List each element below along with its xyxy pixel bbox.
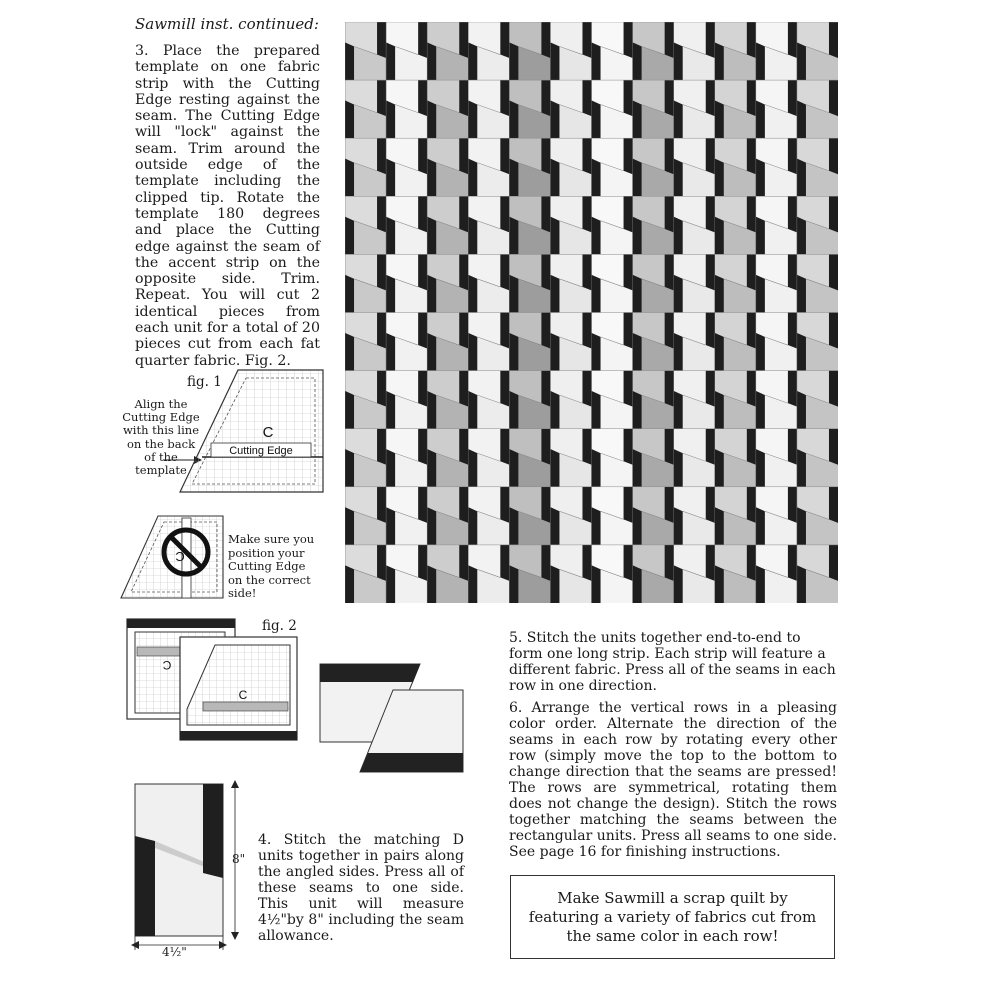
quilt-block — [468, 371, 509, 429]
quilt-block — [509, 80, 550, 138]
quilt-block — [427, 22, 468, 80]
quilt-block — [715, 138, 756, 196]
quilt-block — [756, 80, 797, 138]
quilt-block — [633, 138, 674, 196]
quilt-block — [550, 313, 591, 371]
quilt-block — [592, 429, 633, 487]
step-3-text: 3. Place the prepared template on one fabric strip with the Cutting Edge resting against the seam. The Cutting Edge will "lock" against the seam. Trim around the outside edge of the template including the clipped tip. Rotate the template 180 degrees and place the Cutting edge against the seam of the accent strip on the opposite side. Trim. Repeat. You will cut 2 identical pieces from each unit for a total of 20 pieces cut from each fat quarter fabric. Fig. 2. — [135, 43, 320, 369]
quilt-block — [797, 196, 838, 254]
quilt-block — [468, 254, 509, 312]
step-6-text: 6. Arrange the vertical rows in a pleasing color order. Alternate the direction of the seams in each row by rotating every other row (simply move the top to the bottom to change direction that the seams are pressed! The rows are symmetrical, rotating them does not change the design). Stitch the rows together matching the seams between the rectangular units. Press all seams to one side. See page 16 for finishing instructions. — [509, 700, 837, 860]
quilt-block — [468, 138, 509, 196]
fig-1-label: fig. 1 — [187, 374, 222, 390]
fig-2-cutting-diagram — [125, 617, 300, 742]
quilt-block — [550, 254, 591, 312]
quilt-block — [756, 545, 797, 603]
quilt-block — [633, 80, 674, 138]
quilt-block — [633, 254, 674, 312]
quilt-block — [386, 429, 427, 487]
quilt-block — [674, 313, 715, 371]
quilt-block — [468, 487, 509, 545]
quilt-block — [386, 254, 427, 312]
quilt-block — [633, 487, 674, 545]
quilt-block — [756, 371, 797, 429]
quilt-block — [427, 429, 468, 487]
quilt-block — [550, 487, 591, 545]
quilt-block — [509, 545, 550, 603]
scrap-quilt-tip-text: Make Sawmill a scrap quilt by featuring a variety of fabrics cut from the same color in each row! — [528, 888, 817, 945]
quilt-block — [468, 22, 509, 80]
quilt-block — [674, 371, 715, 429]
quilt-block — [592, 138, 633, 196]
quilt-block — [674, 429, 715, 487]
cut-pieces-diagram — [318, 662, 466, 774]
step-4-text: 4. Stitch the matching D units together in pairs along the angled sides. Press all of these seams to one side. This unit will measure 4½"by 8" including the seam allowance. — [258, 832, 464, 944]
finished-unit-diagram — [125, 778, 250, 958]
quilt-block — [509, 254, 550, 312]
quilt-block — [592, 545, 633, 603]
quilt-block — [633, 313, 674, 371]
height-dimension: 8" — [232, 852, 246, 866]
quilt-block — [674, 545, 715, 603]
quilt-block — [345, 545, 386, 603]
quilt-block — [592, 196, 633, 254]
quilt-block — [797, 371, 838, 429]
quilt-block — [427, 254, 468, 312]
template-letter: C — [262, 424, 274, 441]
cutting-edge-label: Cutting Edge — [229, 445, 293, 457]
quilt-block — [715, 254, 756, 312]
quilt-block — [756, 196, 797, 254]
quilt-block — [509, 371, 550, 429]
quilt-block — [756, 22, 797, 80]
quilt-block — [345, 254, 386, 312]
quilt-block — [468, 313, 509, 371]
quilt-block — [674, 487, 715, 545]
quilt-block — [797, 429, 838, 487]
quilt-block — [509, 429, 550, 487]
quilt-block — [468, 196, 509, 254]
quilt-block — [797, 545, 838, 603]
quilt-block — [592, 22, 633, 80]
quilt-block — [633, 196, 674, 254]
quilt-block — [550, 545, 591, 603]
quilt-block — [715, 313, 756, 371]
quilt-block — [592, 371, 633, 429]
quilt-block — [715, 196, 756, 254]
quilt-block — [550, 371, 591, 429]
quilt-block — [345, 138, 386, 196]
quilt-block — [386, 545, 427, 603]
quilt-block — [386, 22, 427, 80]
quilt-block — [715, 371, 756, 429]
fig-2-letter-a: C — [162, 658, 172, 672]
quilt-block — [797, 487, 838, 545]
width-dimension: 4½" — [162, 945, 187, 959]
quilt-block — [633, 371, 674, 429]
quilt-block — [715, 487, 756, 545]
quilt-block — [756, 254, 797, 312]
quilt-block — [756, 313, 797, 371]
quilt-block — [386, 80, 427, 138]
page-header: Sawmill inst. continued: — [135, 15, 319, 33]
quilt-block — [715, 22, 756, 80]
quilt-block — [756, 487, 797, 545]
quilt-block — [715, 429, 756, 487]
quilt-block — [509, 196, 550, 254]
quilt-block — [633, 545, 674, 603]
align-note: Align the Cutting Edge with this line on the back of the template — [122, 397, 200, 478]
quilt-block — [715, 80, 756, 138]
sawmill-quilt-image — [345, 22, 838, 603]
quilt-block — [674, 254, 715, 312]
quilt-block — [797, 80, 838, 138]
quilt-block — [674, 138, 715, 196]
quilt-block — [550, 196, 591, 254]
quilt-block — [427, 138, 468, 196]
quilt-block — [633, 429, 674, 487]
fig-2-label: fig. 2 — [262, 618, 297, 634]
quilt-block — [797, 22, 838, 80]
quilt-block — [427, 487, 468, 545]
quilt-block — [797, 138, 838, 196]
quilt-block — [550, 429, 591, 487]
quilt-block — [427, 371, 468, 429]
quilt-block — [756, 429, 797, 487]
quilt-block — [592, 80, 633, 138]
quilt-block — [427, 545, 468, 603]
warning-text: Make sure you position your Cutting Edge on the correct side! — [228, 532, 315, 600]
quilt-block — [345, 313, 386, 371]
step-5-text: 5. Stitch the units together end-to-end to form one long strip. Each strip will feature a different fabric. Press all of the seams in each row in one direction. — [509, 630, 836, 694]
quilt-block — [592, 487, 633, 545]
quilt-block — [674, 196, 715, 254]
quilt-block — [509, 138, 550, 196]
quilt-block — [756, 138, 797, 196]
quilt-block — [674, 22, 715, 80]
template-shape — [180, 370, 323, 492]
quilt-block — [468, 429, 509, 487]
wrong-side-diagram — [118, 512, 226, 602]
quilt-block — [427, 80, 468, 138]
quilt-block — [509, 487, 550, 545]
quilt-block — [386, 487, 427, 545]
quilt-block — [550, 22, 591, 80]
quilt-block — [592, 313, 633, 371]
quilt-block — [715, 545, 756, 603]
quilt-block — [550, 138, 591, 196]
quilt-block — [468, 545, 509, 603]
template-letter-rotated: C — [175, 549, 185, 564]
quilt-block — [674, 80, 715, 138]
quilt-block — [345, 196, 386, 254]
quilt-block — [427, 313, 468, 371]
quilt-block — [797, 313, 838, 371]
quilt-block — [345, 429, 386, 487]
fig-1-template-diagram — [118, 365, 333, 500]
fig-2-letter-b: C — [238, 688, 248, 702]
quilt-block — [509, 313, 550, 371]
quilt-block — [386, 196, 427, 254]
quilt-block — [509, 22, 550, 80]
quilt-block — [345, 487, 386, 545]
quilt-block — [468, 80, 509, 138]
quilt-block — [633, 22, 674, 80]
quilt-block — [592, 254, 633, 312]
quilt-block — [345, 80, 386, 138]
quilt-block — [797, 254, 838, 312]
quilt-block — [345, 371, 386, 429]
quilt-block — [427, 196, 468, 254]
quilt-block — [386, 371, 427, 429]
quilt-block — [386, 138, 427, 196]
scrap-quilt-tip-box — [510, 875, 835, 959]
quilt-block — [345, 22, 386, 80]
quilt-block — [550, 80, 591, 138]
quilt-block — [386, 313, 427, 371]
